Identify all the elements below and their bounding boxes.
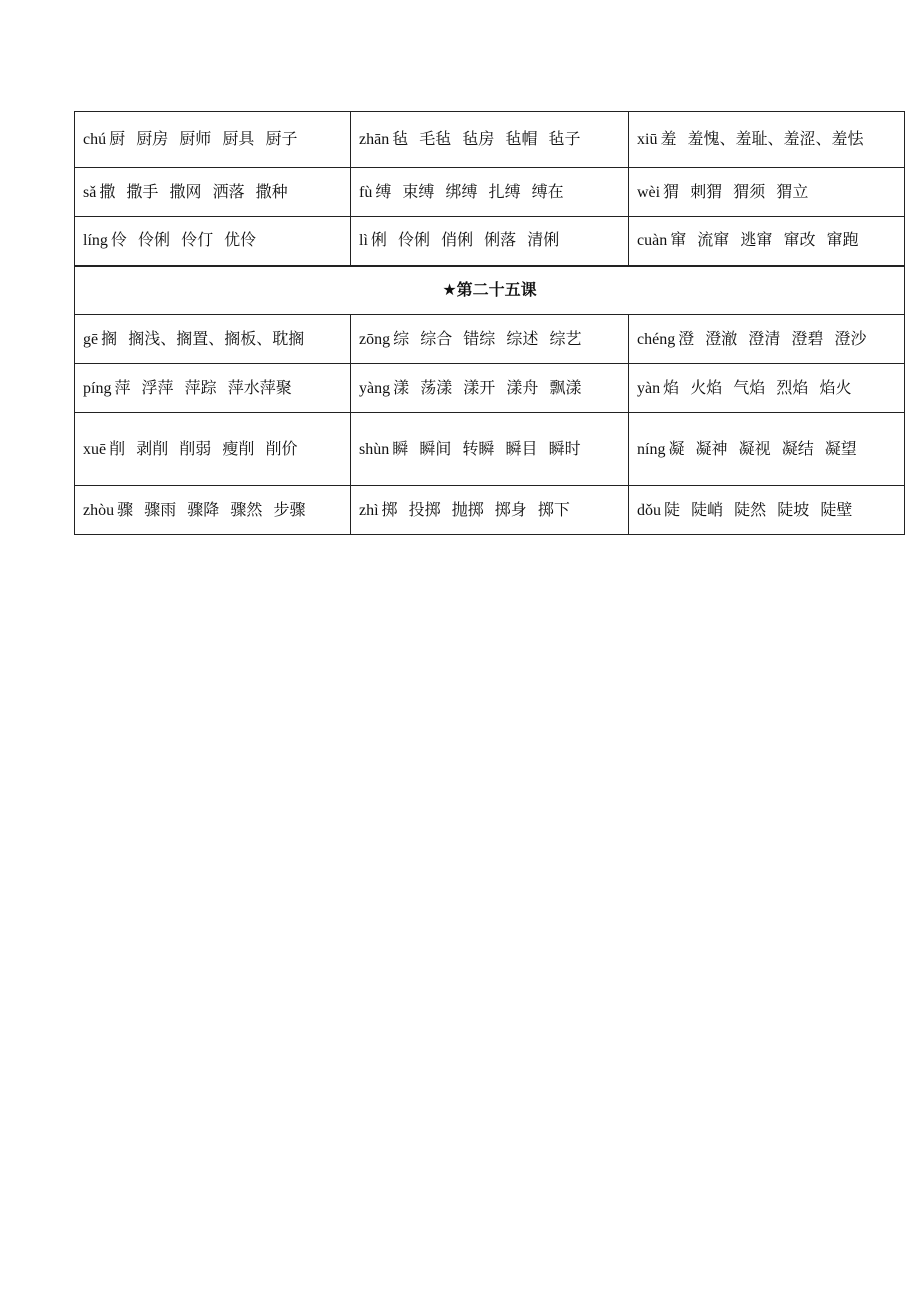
vocab-cell: zōng 综 综合 错综 综述 综艺	[351, 315, 629, 364]
vocab-cell: zhān 毡 毛毡 毡房 毡帽 毡子	[351, 112, 629, 168]
vocabulary-sheet	[74, 111, 904, 535]
vocab-cell: yàng 漾 荡漾 漾开 漾舟 飘漾	[351, 364, 629, 413]
vocab-cell: gē 搁 搁浅、搁置、搁板、耽搁	[75, 315, 351, 364]
section-heading: ★第二十五课	[75, 266, 905, 315]
vocab-cell: sǎ 撒 撒手 撒网 洒落 撒种	[75, 168, 351, 217]
vocab-cell: cuàn 窜 流窜 逃窜 窜改 窜跑	[629, 217, 905, 266]
table-row	[75, 217, 905, 266]
vocab-cell: píng 萍 浮萍 萍踪 萍水萍聚	[75, 364, 351, 413]
table-row	[75, 315, 905, 364]
vocab-cell: dǒu 陡 陡峭 陡然 陡坡 陡壁	[629, 486, 905, 535]
vocab-cell: chéng 澄 澄澈 澄清 澄碧 澄沙	[629, 315, 905, 364]
table-row	[75, 168, 905, 217]
vocab-cell: zhòu 骤 骤雨 骤降 骤然 步骤	[75, 486, 351, 535]
vocab-cell: shùn 瞬 瞬间 转瞬 瞬目 瞬时	[351, 413, 629, 486]
section-heading-row	[75, 266, 905, 315]
table-row	[75, 413, 905, 486]
table-row	[75, 364, 905, 413]
vocab-cell: yàn 焰 火焰 气焰 烈焰 焰火	[629, 364, 905, 413]
vocab-cell: xiū 羞 羞愧、羞耻、羞涩、羞怯	[629, 112, 905, 168]
vocab-cell: xuē 削 剥削 削弱 瘦削 削价	[75, 413, 351, 486]
vocab-cell: chú 厨 厨房 厨师 厨具 厨子	[75, 112, 351, 168]
vocab-cell: zhì 掷 投掷 抛掷 掷身 掷下	[351, 486, 629, 535]
vocab-cell: fù 缚 束缚 绑缚 扎缚 缚在	[351, 168, 629, 217]
vocab-cell: lì 俐 伶俐 俏俐 俐落 清俐	[351, 217, 629, 266]
vocab-cell: níng 凝 凝神 凝视 凝结 凝望	[629, 413, 905, 486]
vocab-cell: líng 伶 伶俐 伶仃 优伶	[75, 217, 351, 266]
vocabulary-table	[74, 111, 905, 535]
table-row	[75, 112, 905, 168]
vocab-cell: wèi 猬 刺猬 猬须 猬立	[629, 168, 905, 217]
table-row	[75, 486, 905, 535]
